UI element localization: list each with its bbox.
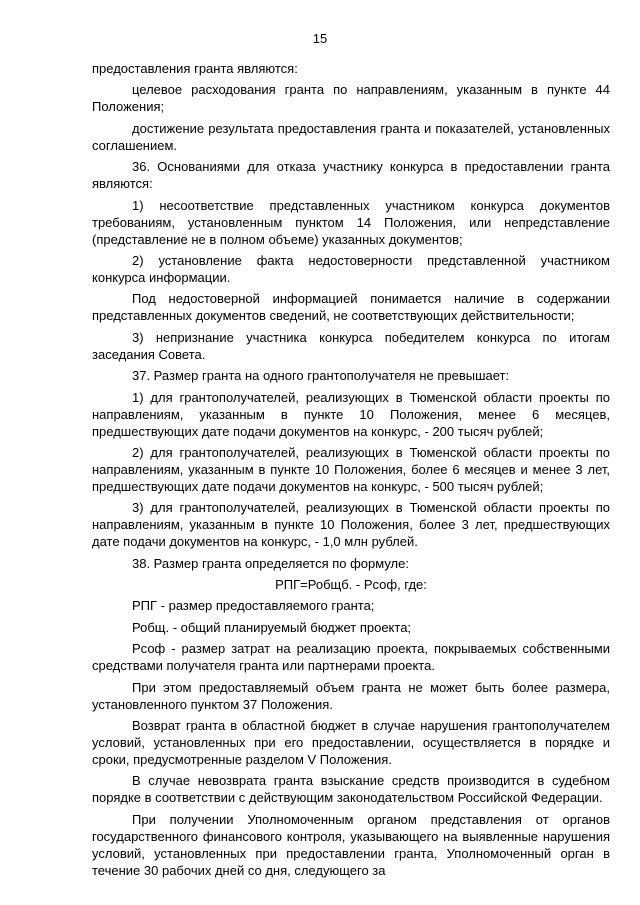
paragraph: 38. Размер гранта определяется по формуле: <box>132 555 409 571</box>
paragraph: Рсоф - размер затрат на реализацию проекта, покрываемых собственными средствами получателя гранта или партнерами проекта. <box>92 641 610 674</box>
document-body <box>92 60 610 883</box>
paragraph: 2) установление факта недостоверности представленной участником конкурса информации. <box>92 252 610 285</box>
formula: РПГ=Робщб. - Рсоф, где: <box>275 577 427 593</box>
paragraph: целевое расходования гранта по направлениям, указанным в пункте 44 Положения; <box>92 82 610 115</box>
paragraph: При получении Уполномоченным органом представления от органов государственного финансового контроля, указывающего на выявленные нарушения условий, установленных при предоставлении гранта, Уполномоченный орган в течение 30 рабочих дней со дня, следующего за <box>92 811 610 878</box>
paragraph: 1) для грантополучателей, реализующих в Тюменской области проекты по направлениям, указанным в пункте 10 Положения, менее 6 месяцев, предшествующих дате подачи документов на конкурс, - 200 тысяч рублей; <box>92 389 610 439</box>
page-number: 15 <box>312 31 328 46</box>
paragraph: РПГ - размер предоставляемого гранта; <box>132 598 375 614</box>
paragraph: 3) непризнание участника конкурса победителем конкурса по итогам заседания Совета. <box>92 329 610 362</box>
paragraph: предоставления гранта являются: <box>92 61 298 76</box>
paragraph: 2) для грантополучателей, реализующих в Тюменской области проекты по направлениям, указанным в пункте 10 Положения, более 6 месяцев и менее 3 лет, предшествующих дате подачи документов на конкурс, - 500 тысяч рублей; <box>92 444 610 494</box>
paragraph: 3) для грантополучателей, реализующих в Тюменской области проекты по направлениям, указанным в пункте 10 Положения, более 3 лет, предшествующих дате подачи документов на конкурс, - 1,0 млн рублей. <box>92 500 610 550</box>
paragraph: 37. Размер гранта на одного грантополучателя не превышает: <box>132 368 510 384</box>
paragraph: В случае невозврата гранта взыскание средств производится в судебном порядке в соответствии с действующим законодательством Российской Федерации. <box>92 773 610 806</box>
paragraph: 1) несоответствие представленных участником конкурса документов требованиям, установленным пунктом 14 Положения, или непредставление (представление не в полном объеме) указанных документов; <box>92 197 610 247</box>
paragraph: 36. Основаниями для отказа участнику конкурса в предоставлении гранта являются: <box>92 159 610 192</box>
paragraph: достижение результата предоставления гранта и показателей, установленных соглашением. <box>92 120 610 153</box>
paragraph: Робщ. - общий планируемый бюджет проекта; <box>132 619 412 635</box>
paragraph: При этом предоставляемый объем гранта не может быть более размера, установленного пунктом 37 Положения. <box>92 679 610 712</box>
paragraph: Возврат гранта в областной бюджет в случае нарушения грантополучателем условий, установленных при его предоставлении, осуществляется в порядке и сроки, предусмотренные разделом V Положения. <box>92 718 610 768</box>
paragraph: Под недостоверной информацией понимается наличие в содержании представленных документов сведений, не соответствующих действительности; <box>92 291 610 324</box>
